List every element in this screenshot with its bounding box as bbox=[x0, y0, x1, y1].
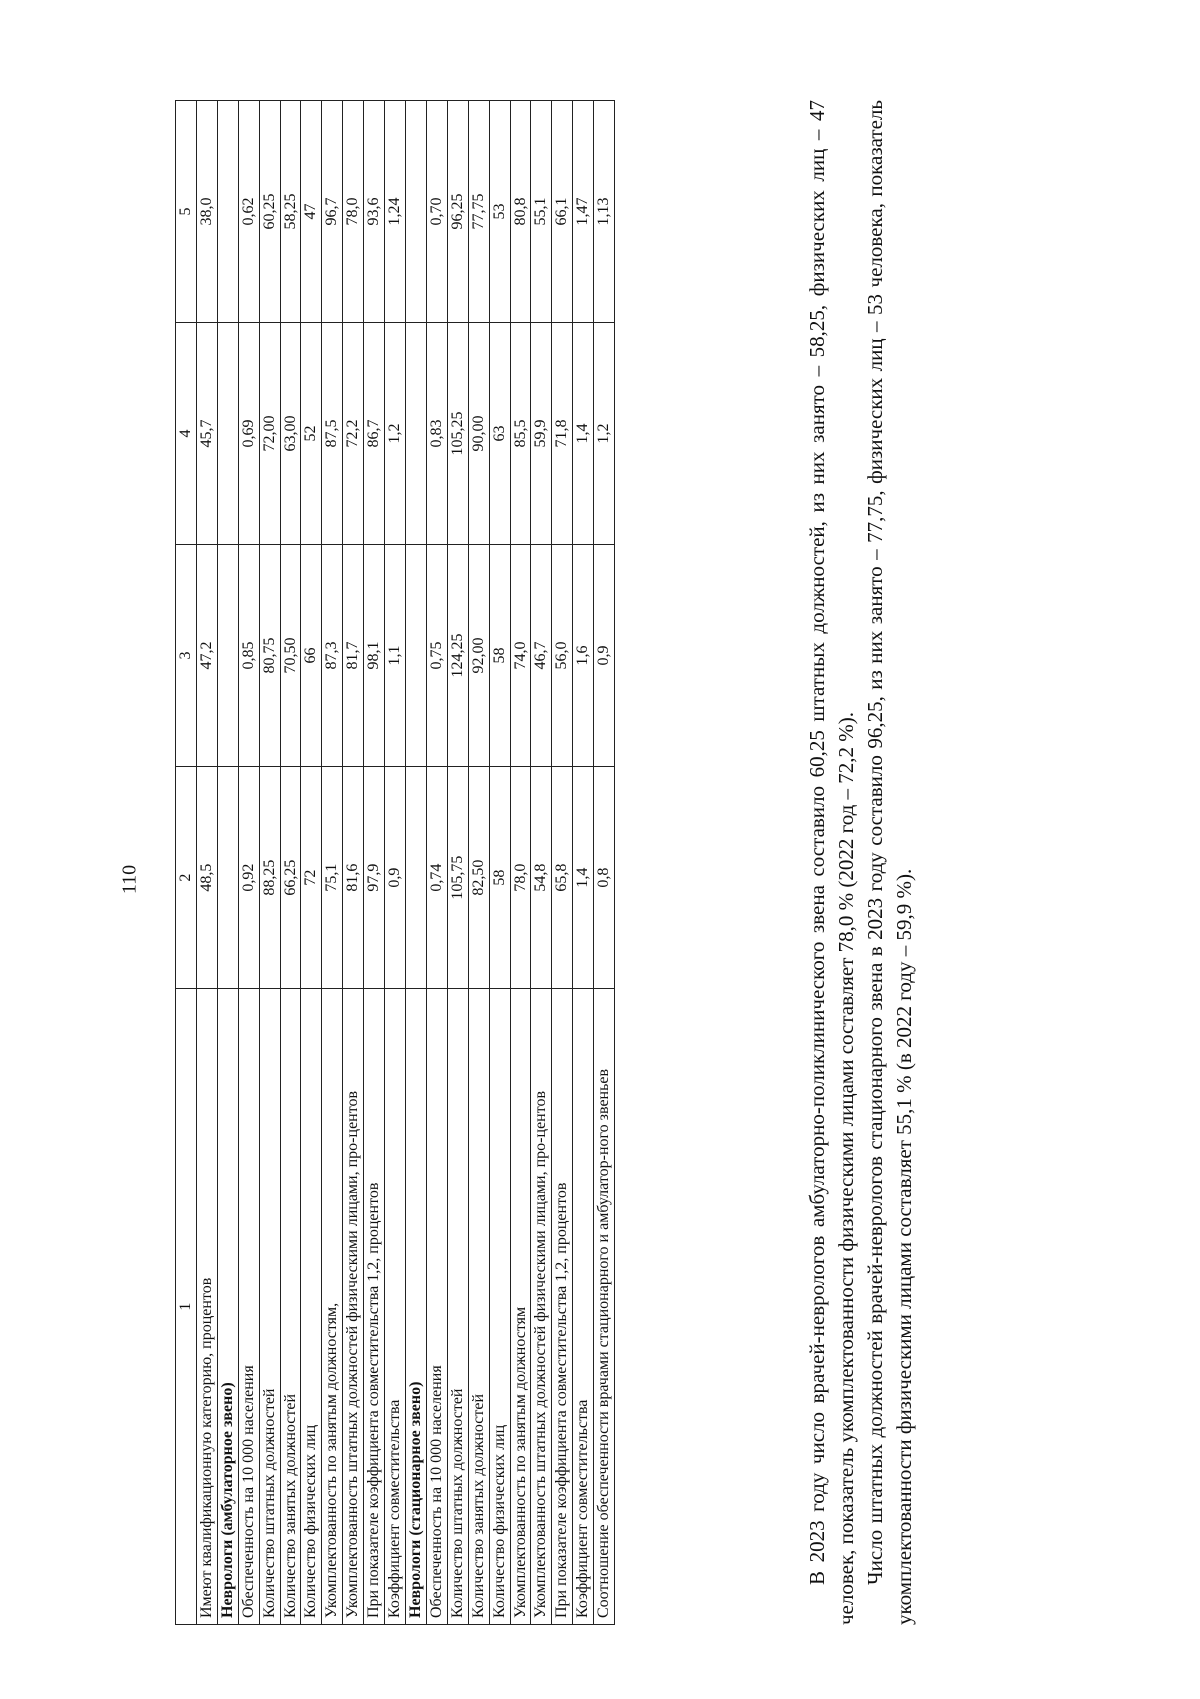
row-label: Соотношение обеспеченности врачами стационарного и амбулатор-ного звеньев bbox=[594, 989, 615, 1625]
value-cell: 47,2 bbox=[196, 544, 217, 766]
value-cell: 96,25 bbox=[447, 101, 468, 323]
value-cell: 63 bbox=[489, 322, 510, 544]
staffing-table bbox=[175, 100, 615, 1625]
table-row bbox=[301, 101, 322, 1625]
value-cell: 54,8 bbox=[531, 767, 552, 989]
value-cell bbox=[217, 322, 238, 544]
row-label: Обеспеченность на 10 000 населения bbox=[426, 989, 447, 1625]
table-row bbox=[552, 101, 573, 1625]
page-number: 110 bbox=[118, 864, 141, 895]
value-cell: 63,00 bbox=[280, 322, 301, 544]
table-row bbox=[468, 101, 489, 1625]
value-cell: 72,00 bbox=[259, 322, 280, 544]
value-cell: 0,83 bbox=[426, 322, 447, 544]
table-row bbox=[322, 101, 343, 1625]
row-label: При показателе коэффициента совместительства 1,2, процентов bbox=[552, 989, 573, 1625]
value-cell: 90,00 bbox=[468, 322, 489, 544]
value-cell bbox=[405, 322, 426, 544]
value-cell: 0,75 bbox=[426, 544, 447, 766]
table-row bbox=[196, 101, 217, 1625]
section-row bbox=[217, 101, 238, 1625]
value-cell: 71,8 bbox=[552, 322, 573, 544]
value-cell: 1,1 bbox=[385, 544, 406, 766]
header-cell: 4 bbox=[176, 322, 197, 544]
row-label: Количество физических лиц bbox=[489, 989, 510, 1625]
value-cell: 92,00 bbox=[468, 544, 489, 766]
value-cell: 72,2 bbox=[343, 322, 364, 544]
value-cell: 81,7 bbox=[343, 544, 364, 766]
row-label: Коэффициент совместительства bbox=[573, 989, 594, 1625]
value-cell: 1,2 bbox=[594, 322, 615, 544]
value-cell bbox=[405, 767, 426, 989]
value-cell: 98,1 bbox=[364, 544, 385, 766]
value-cell bbox=[217, 544, 238, 766]
value-cell: 124,25 bbox=[447, 544, 468, 766]
value-cell: 59,9 bbox=[531, 322, 552, 544]
row-label: Количество занятых должностей bbox=[468, 989, 489, 1625]
value-cell: 80,75 bbox=[259, 544, 280, 766]
value-cell: 78,0 bbox=[343, 101, 364, 323]
value-cell: 1,4 bbox=[573, 322, 594, 544]
table-row bbox=[280, 101, 301, 1625]
value-cell bbox=[217, 101, 238, 323]
table-row bbox=[385, 101, 406, 1625]
table-row bbox=[489, 101, 510, 1625]
value-cell: 88,25 bbox=[259, 767, 280, 989]
value-cell: 86,7 bbox=[364, 322, 385, 544]
row-label: Обеспеченность на 10 000 населения bbox=[238, 989, 259, 1625]
value-cell: 46,7 bbox=[531, 544, 552, 766]
value-cell: 66 bbox=[301, 544, 322, 766]
value-cell: 0,74 bbox=[426, 767, 447, 989]
value-cell: 0,70 bbox=[426, 101, 447, 323]
value-cell: 1,13 bbox=[594, 101, 615, 323]
table-row bbox=[594, 101, 615, 1625]
table-row bbox=[573, 101, 594, 1625]
paragraph: В 2023 году число врачей-неврологов амбулаторно-поликлинического звена составило 60,25 штатных должностей, из них занято – 58,25, физических лиц – 47 человек, показатель укомплектованности физическими лицами составляет 78,0 % (2022 год – 72,2 %). bbox=[805, 100, 858, 1625]
header-cell: 5 bbox=[176, 101, 197, 323]
value-cell: 87,5 bbox=[322, 322, 343, 544]
table-row bbox=[447, 101, 468, 1625]
value-cell: 97,9 bbox=[364, 767, 385, 989]
value-cell: 58 bbox=[489, 544, 510, 766]
value-cell: 45,7 bbox=[196, 322, 217, 544]
value-cell: 48,5 bbox=[196, 767, 217, 989]
row-label: При показателе коэффициента совместительства 1,2, процентов bbox=[364, 989, 385, 1625]
value-cell: 66,1 bbox=[552, 101, 573, 323]
paragraph: Число штатных должностей врачей-неврологов стационарного звена в 2023 году составило 96,25, из них занято – 77,75, физических лиц – 53 человека, показатель укомплектованности физическими лицами составляет 55,1 % (в 2022 году – 59,9 %). bbox=[862, 100, 916, 1625]
value-cell: 60,25 bbox=[259, 101, 280, 323]
value-cell: 80,8 bbox=[510, 101, 531, 323]
value-cell: 105,25 bbox=[447, 322, 468, 544]
table-row bbox=[510, 101, 531, 1625]
header-cell: 3 bbox=[176, 544, 197, 766]
row-label: Коэффициент совместительства bbox=[385, 989, 406, 1625]
value-cell: 0,9 bbox=[385, 767, 406, 989]
table-row bbox=[238, 101, 259, 1625]
row-label: Имеют квалификационную категорию, процентов bbox=[196, 989, 217, 1625]
row-label: Неврологи (стационарное звено) bbox=[405, 989, 426, 1625]
row-label: Укомплектованность штатных должностей физическими лицами, про-центов bbox=[343, 989, 364, 1625]
table-row bbox=[343, 101, 364, 1625]
value-cell: 82,50 bbox=[468, 767, 489, 989]
value-cell: 0,85 bbox=[238, 544, 259, 766]
table-row bbox=[364, 101, 385, 1625]
value-cell: 66,25 bbox=[280, 767, 301, 989]
value-cell: 0,9 bbox=[594, 544, 615, 766]
value-cell: 1,2 bbox=[385, 322, 406, 544]
value-cell: 56,0 bbox=[552, 544, 573, 766]
value-cell: 0,8 bbox=[594, 767, 615, 989]
table-header-row bbox=[176, 101, 197, 1625]
value-cell: 38,0 bbox=[196, 101, 217, 323]
row-label: Количество физических лиц bbox=[301, 989, 322, 1625]
rotated-content bbox=[175, 100, 1035, 1625]
header-cell: 1 bbox=[176, 989, 197, 1625]
value-cell: 105,75 bbox=[447, 767, 468, 989]
table-row bbox=[531, 101, 552, 1625]
value-cell: 81,6 bbox=[343, 767, 364, 989]
value-cell: 93,6 bbox=[364, 101, 385, 323]
section-row bbox=[405, 101, 426, 1625]
row-label: Укомплектованность штатных должностей физическими лицами, про-центов bbox=[531, 989, 552, 1625]
value-cell: 1,24 bbox=[385, 101, 406, 323]
value-cell: 72 bbox=[301, 767, 322, 989]
row-label: Укомплектованность по занятым должностям bbox=[510, 989, 531, 1625]
row-label: Неврологи (амбулаторное звено) bbox=[217, 989, 238, 1625]
value-cell: 1,47 bbox=[573, 101, 594, 323]
table-row bbox=[426, 101, 447, 1625]
value-cell bbox=[405, 544, 426, 766]
value-cell: 58,25 bbox=[280, 101, 301, 323]
value-cell: 58 bbox=[489, 767, 510, 989]
value-cell: 85,5 bbox=[510, 322, 531, 544]
value-cell: 65,8 bbox=[552, 767, 573, 989]
value-cell: 0,69 bbox=[238, 322, 259, 544]
row-label: Укомплектованность по занятым должностям, bbox=[322, 989, 343, 1625]
row-label: Количество штатных должностей bbox=[447, 989, 468, 1625]
value-cell: 77,75 bbox=[468, 101, 489, 323]
value-cell: 74,0 bbox=[510, 544, 531, 766]
table-body bbox=[176, 101, 615, 1625]
value-cell: 47 bbox=[301, 101, 322, 323]
value-cell: 53 bbox=[489, 101, 510, 323]
value-cell: 1,4 bbox=[573, 767, 594, 989]
value-cell: 96,7 bbox=[322, 101, 343, 323]
value-cell: 0,62 bbox=[238, 101, 259, 323]
row-label: Количество занятых должностей bbox=[280, 989, 301, 1625]
value-cell: 78,0 bbox=[510, 767, 531, 989]
value-cell: 55,1 bbox=[531, 101, 552, 323]
value-cell bbox=[217, 767, 238, 989]
value-cell bbox=[405, 101, 426, 323]
table-row bbox=[259, 101, 280, 1625]
value-cell: 87,3 bbox=[322, 544, 343, 766]
value-cell: 70,50 bbox=[280, 544, 301, 766]
value-cell: 1,6 bbox=[573, 544, 594, 766]
header-cell: 2 bbox=[176, 767, 197, 989]
value-cell: 0,92 bbox=[238, 767, 259, 989]
value-cell: 75,1 bbox=[322, 767, 343, 989]
value-cell: 52 bbox=[301, 322, 322, 544]
row-label: Количество штатных должностей bbox=[259, 989, 280, 1625]
body-text bbox=[803, 100, 919, 1625]
